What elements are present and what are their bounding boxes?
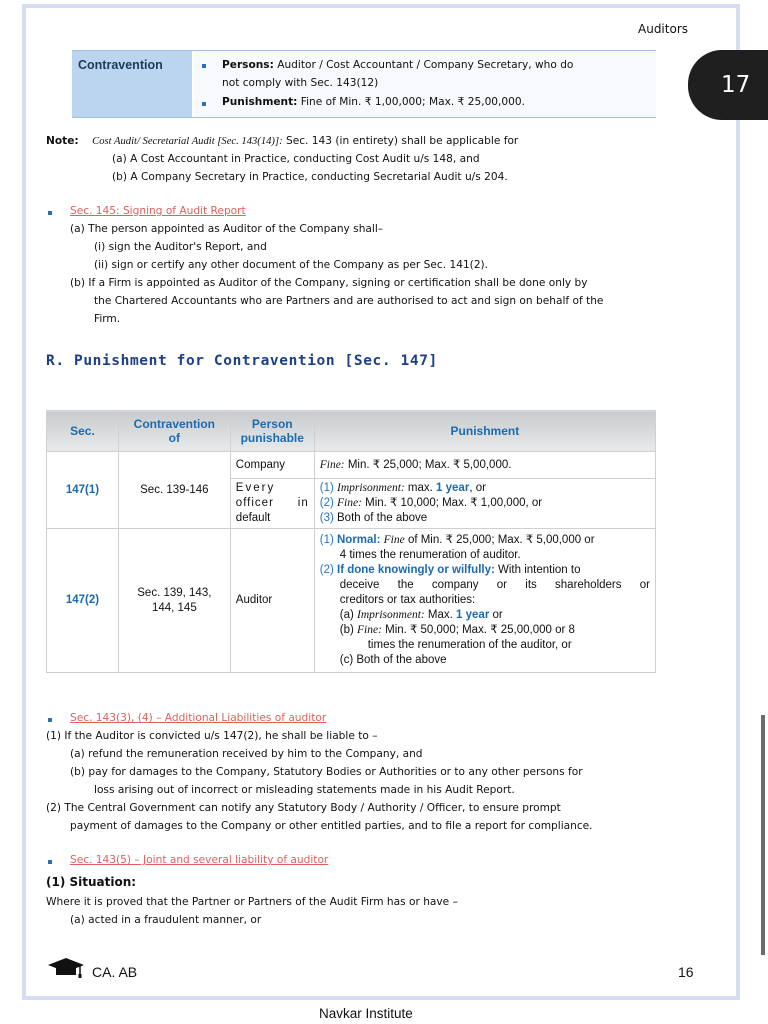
sec145-b-line1: (b) If a Firm is appointed as Auditor of the Company, signing or certification shall be done only by (70, 277, 588, 289)
table-row (47, 529, 656, 673)
bullet-icon (202, 102, 206, 106)
col-header-person: Person punishable (230, 411, 314, 452)
brand-name: CA. AB (92, 964, 138, 980)
sec143-5-a: (a) acted in a fraudulent manner, or (70, 914, 262, 926)
contravention-box (72, 50, 656, 118)
cell-contravention: Sec. 139, 143, 144, 145 (118, 529, 230, 673)
institute-name: Navkar Institute (319, 1006, 413, 1021)
cell-punishment: (1) Imprisonment: max. 1 year, or (2) Fine: Min. ₹ 10,000; Max. ₹ 1,00,000, or (3) Both of the above (314, 479, 655, 529)
sec145-b-line2: the Chartered Accountants who are Partners and are authorised to act and sign on behalf of the (94, 295, 604, 307)
sec143-34-p2-line2: payment of damages to the Company or other entitled parties, and to file a report for compliance. (70, 820, 593, 832)
col-header-sec: Sec. (47, 411, 119, 452)
cell-sec: 147(1) (47, 452, 119, 529)
sec145-a-ii: (ii) sign or certify any other document of the Company as per Sec. 141(2). (94, 259, 489, 271)
sec143-34-a: (a) refund the remuneration received by him to the Company, and (70, 748, 423, 760)
sec143-34-b-line1: (b) pay for damages to the Company, Statutory Bodies or Authorities or to any other persons for (70, 766, 583, 778)
bullet-icon (48, 718, 52, 722)
table-row (47, 452, 656, 479)
contravention-label-cell (72, 51, 192, 117)
page-number: 16 (678, 964, 694, 980)
col-header-punishment: Punishment (314, 411, 655, 452)
sec143-34-p1: (1) If the Auditor is convicted u/s 147(2), he shall be liable to – (46, 730, 378, 742)
sec145-title: Sec. 145: Signing of Audit Report (70, 205, 246, 217)
cell-contravention: Sec. 139-146 (118, 452, 230, 529)
chapter-number: 17 (721, 72, 751, 98)
col-header-contravention: Contravention of (118, 411, 230, 452)
punishment-line: Punishment: Fine of Min. ₹ 1,00,000; Max. ₹ 25,00,000. (222, 96, 526, 108)
cell-punishment: (1) Normal: Fine of Min. ₹ 25,000; Max. ₹ 5,00,000 or 4 times the renumeration of auditor. (2) If done knowingly or wilfully: With intention to deceive the company or its shareholders or creditors or tax authorities: (a) Imprisonment: Max. 1 year or (b) Fine: Min. ₹ 50,000; Max. ₹ 25,00,000 or 8 times the renumeration of the auditor, or (c) Both of the above (314, 529, 655, 673)
scrollbar[interactable] (761, 715, 765, 955)
cell-person: Auditor (230, 529, 314, 673)
sec143-34-b-line2: loss arising out of incorrect or misleading statements made in his Audit Report. (94, 784, 515, 796)
sec143-5-title: Sec. 143(5) – Joint and several liability of auditor (70, 854, 329, 866)
cell-punishment: Fine: Min. ₹ 25,000; Max. ₹ 5,00,000. (314, 452, 655, 479)
sec145-b-line3: Firm. (94, 313, 121, 325)
sec143-5-situation: (1) Situation: (46, 875, 137, 889)
bullet-icon (48, 860, 52, 864)
bullet-icon (48, 211, 52, 215)
cell-person: Every officer in default (230, 479, 314, 529)
sec143-34-title: Sec. 143(3), (4) – Additional Liabilities of auditor (70, 712, 327, 724)
section-r-heading: R. Punishment for Contravention [Sec. 147] (46, 353, 438, 369)
persons-line-1: Persons: Auditor / Cost Accountant / Company Secretary, who do (222, 59, 574, 71)
contravention-details (194, 51, 656, 117)
note-line: Note: Cost Audit/ Secretarial Audit [Sec. 143(14)]: Sec. 143 (in entirety) shall be applicable for (46, 135, 519, 147)
contravention-label: Contravention (78, 58, 163, 72)
persons-line-2: not comply with Sec. 143(12) (222, 77, 379, 89)
sec143-5-text: Where it is proved that the Partner or Partners of the Audit Firm has or have – (46, 896, 458, 908)
note-item-b: (b) A Company Secretary in Practice, conducting Secretarial Audit u/s 204. (112, 171, 508, 183)
cell-sec: 147(2) (47, 529, 119, 673)
sec145-a-i: (i) sign the Auditor's Report, and (94, 241, 267, 253)
punishment-table (46, 410, 656, 673)
sec143-34-p2-line1: (2) The Central Government can notify any Statutory Body / Authority / Officer, to ensure prompt (46, 802, 561, 814)
chapter-tab (688, 50, 768, 120)
chapter-title: Auditors (638, 22, 688, 36)
table-header-row (47, 411, 656, 452)
sec145-a: (a) The person appointed as Auditor of the Company shall– (70, 223, 384, 235)
bullet-icon (202, 64, 206, 68)
graduation-cap-icon (46, 957, 86, 979)
note-item-a: (a) A Cost Accountant in Practice, conducting Cost Audit u/s 148, and (112, 153, 480, 165)
cell-person: Company (230, 452, 314, 479)
